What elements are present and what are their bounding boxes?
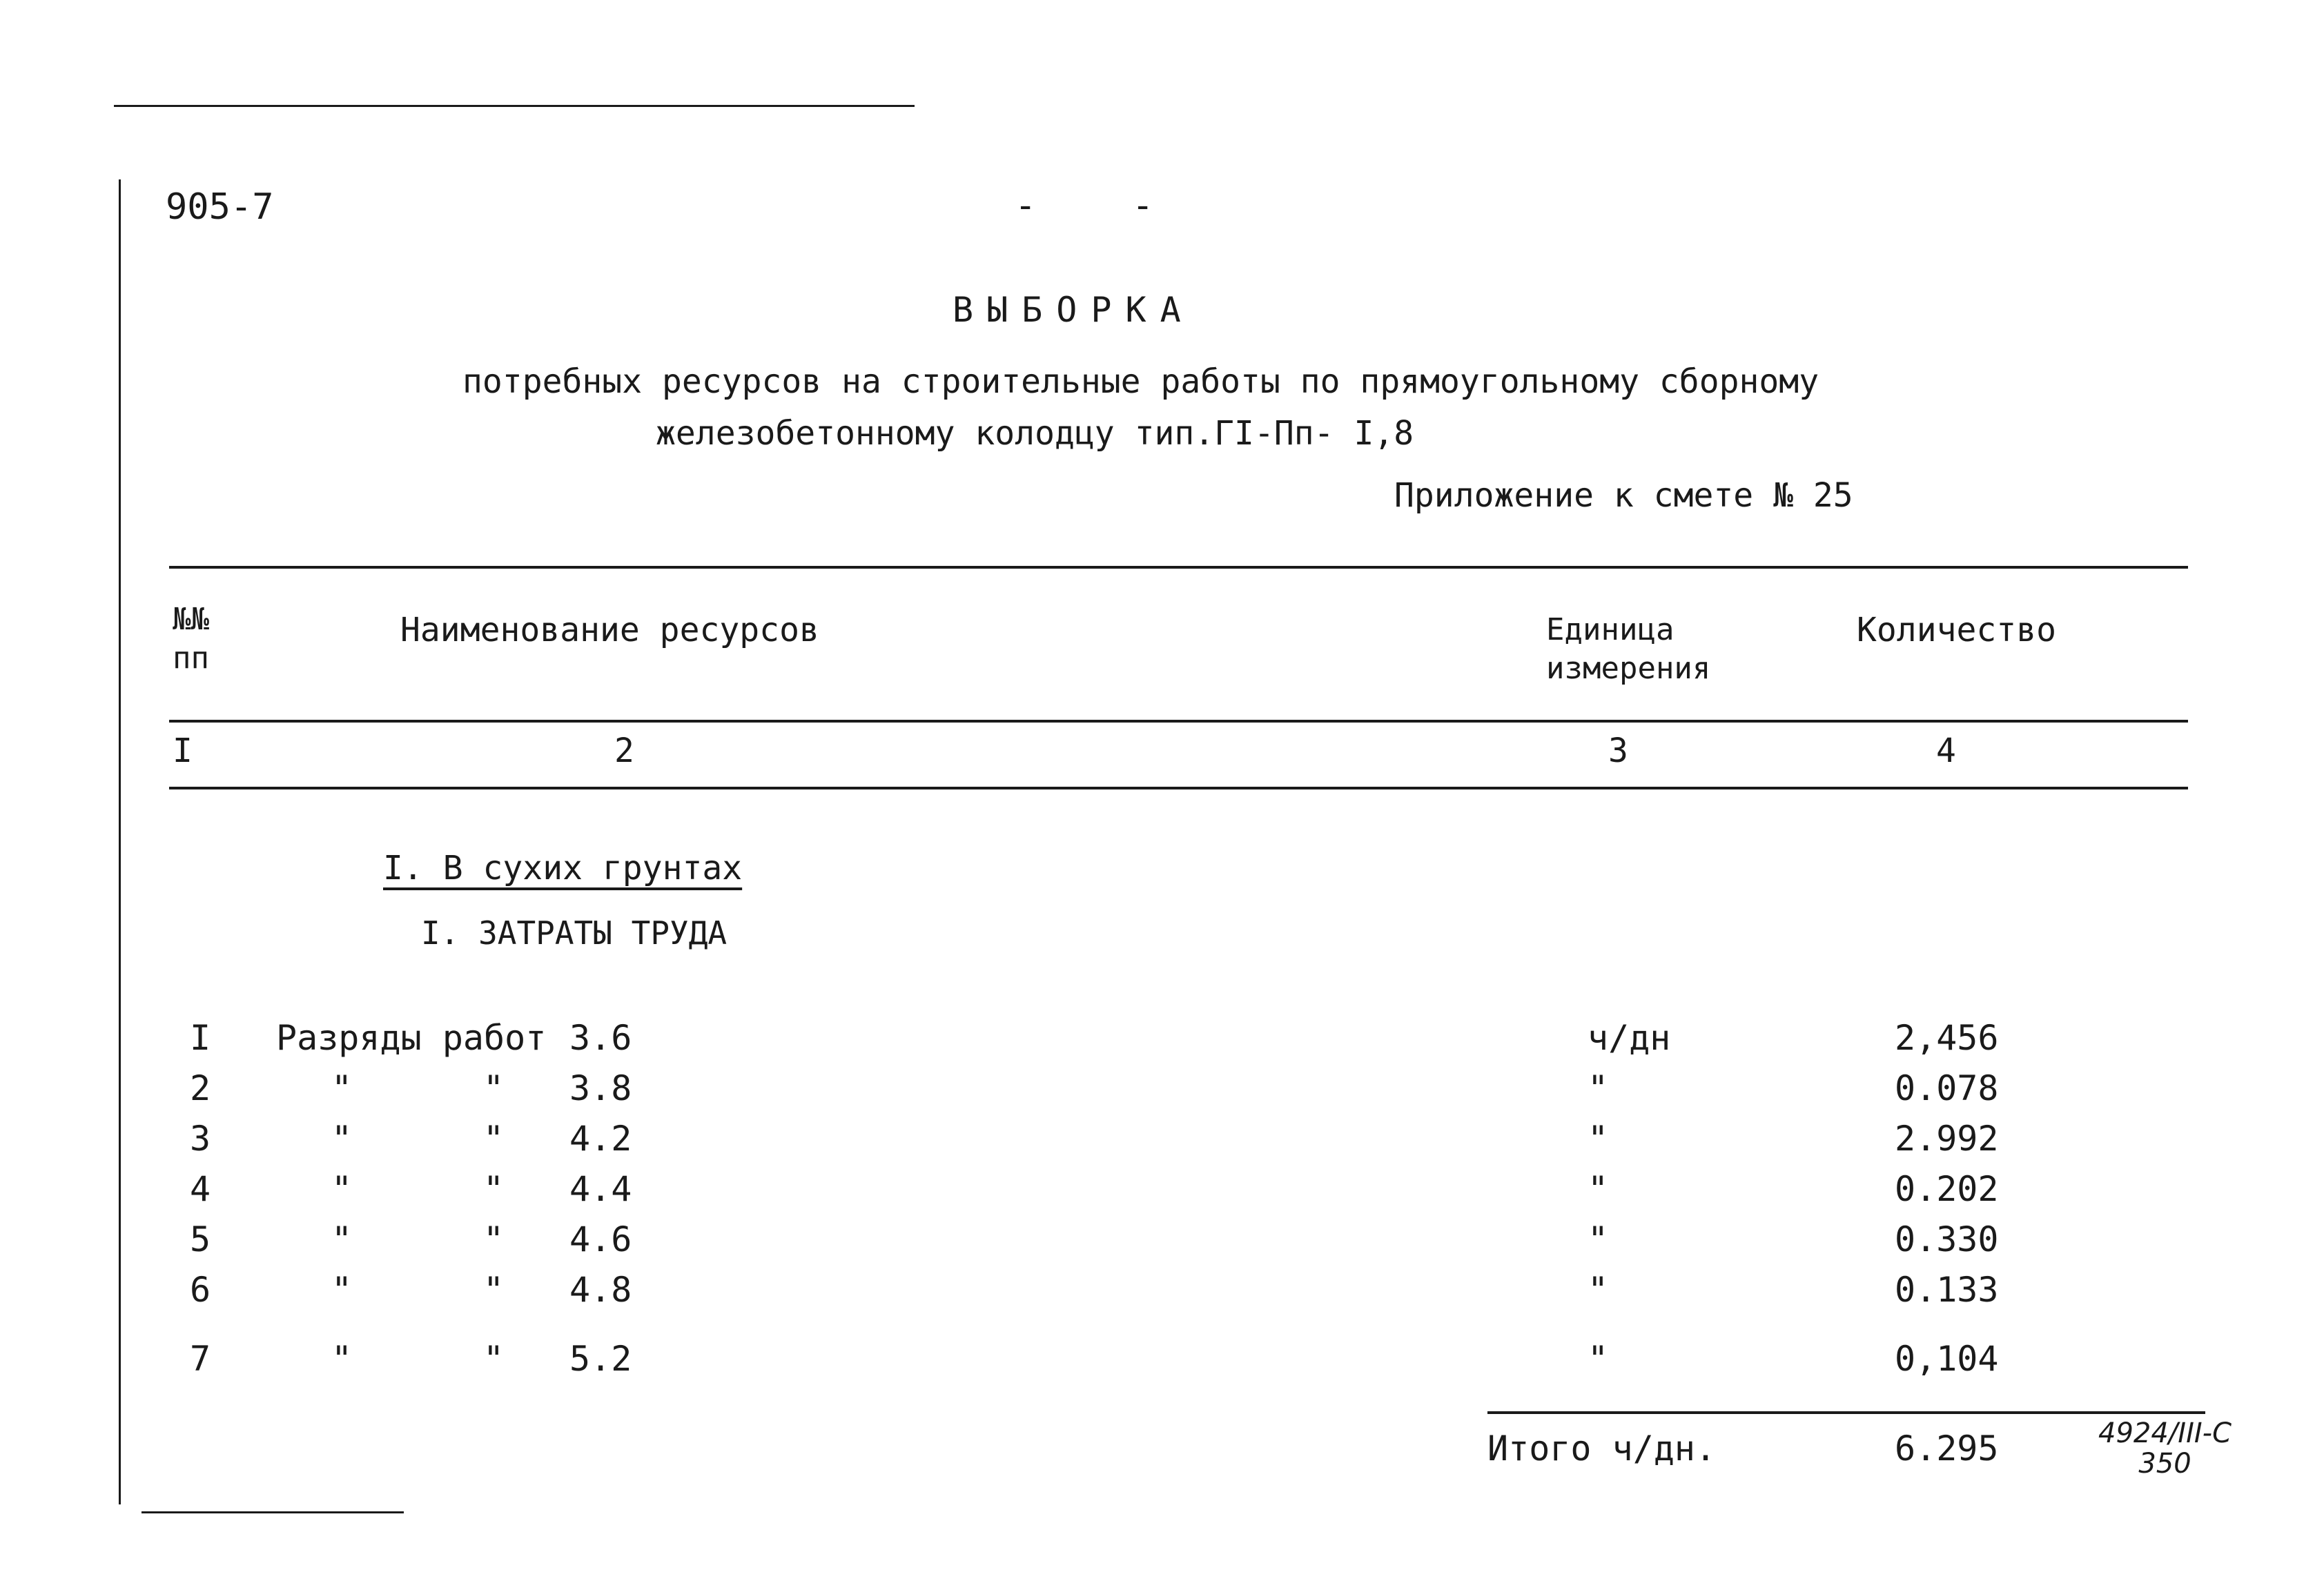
row-number: 5 xyxy=(190,1219,211,1259)
row-number: 2 xyxy=(190,1068,211,1108)
quantity: 0,104 xyxy=(1895,1339,1999,1379)
resource-name: Разряды работ xyxy=(276,1018,547,1058)
document-title: ВЫБОРКА xyxy=(953,290,1195,330)
unit: " xyxy=(1588,1219,1609,1259)
row-number: 6 xyxy=(190,1270,211,1310)
resource-name-ditto-2: " xyxy=(483,1339,505,1379)
document-code: 905-7 xyxy=(166,186,274,228)
work-grade: 3.6 xyxy=(569,1018,632,1058)
header-num: №№ пп xyxy=(173,602,209,676)
column-numbers-bottom-rule xyxy=(169,787,2188,789)
quantity: 2.992 xyxy=(1895,1119,1999,1159)
total-rule xyxy=(1487,1411,2205,1414)
work-grade: 4.6 xyxy=(569,1219,632,1259)
resource-name-ditto: " xyxy=(331,1119,353,1159)
quantity: 0.330 xyxy=(1895,1219,1999,1259)
column-number-3: 3 xyxy=(1608,732,1628,770)
document-subtitle-line1: потребных ресурсов на строительные работы по прямоугольному сборному xyxy=(462,362,1819,401)
table-row xyxy=(0,1068,2324,1117)
handwritten-note xyxy=(2098,1418,2232,1479)
resource-name-ditto: " xyxy=(331,1169,353,1209)
resource-name-ditto: " xyxy=(331,1068,353,1108)
column-number-4: 4 xyxy=(1936,732,1956,770)
unit: " xyxy=(1588,1068,1609,1108)
resource-name-ditto-2: " xyxy=(483,1068,505,1108)
appendix-note: Приложение к смете № 25 xyxy=(1394,476,1853,515)
table-row xyxy=(0,1018,2324,1066)
unit: " xyxy=(1588,1169,1609,1209)
table-row xyxy=(0,1339,2324,1387)
table-row xyxy=(0,1270,2324,1318)
page-dash-right: - xyxy=(1132,185,1154,226)
header-qty: Количество xyxy=(1857,611,2056,649)
resource-name-ditto: " xyxy=(331,1219,353,1259)
work-grade: 4.4 xyxy=(569,1169,632,1209)
row-number: 7 xyxy=(190,1339,211,1379)
total-value: 6.295 xyxy=(1895,1429,1999,1469)
unit: ч/дн xyxy=(1588,1018,1671,1058)
quantity: 0.133 xyxy=(1895,1270,1999,1310)
row-number: I xyxy=(190,1018,211,1058)
unit: " xyxy=(1588,1270,1609,1310)
row-number: 3 xyxy=(190,1119,211,1159)
table-row xyxy=(0,1169,2324,1217)
handwritten-note-line1: 4924/III-С xyxy=(2098,1417,2232,1449)
frame-bottom-line xyxy=(141,1511,404,1513)
header-bottom-rule xyxy=(169,720,2188,723)
handwritten-note-line2: 350 xyxy=(2138,1448,2191,1480)
work-grade: 4.2 xyxy=(569,1119,632,1159)
quantity: 0.202 xyxy=(1895,1169,1999,1209)
quantity: 2,456 xyxy=(1895,1018,1999,1058)
unit: " xyxy=(1588,1339,1609,1379)
work-grade: 3.8 xyxy=(569,1068,632,1108)
row-number: 4 xyxy=(190,1169,211,1209)
column-number-1: I xyxy=(173,732,193,770)
section-subtitle: I. ЗАТРАТЫ ТРУДА xyxy=(421,914,728,952)
table-top-rule xyxy=(169,566,2188,569)
section-title: I. В сухих грунтах xyxy=(383,849,743,887)
unit: " xyxy=(1588,1119,1609,1159)
resource-name-ditto-2: " xyxy=(483,1169,505,1209)
resource-name-ditto-2: " xyxy=(483,1119,505,1159)
resource-name-ditto-2: " xyxy=(483,1219,505,1259)
work-grade: 4.8 xyxy=(569,1270,632,1310)
table-row xyxy=(0,1219,2324,1268)
frame-top-line xyxy=(114,105,915,107)
resource-name-ditto: " xyxy=(331,1339,353,1379)
table-row xyxy=(0,1119,2324,1167)
column-number-2: 2 xyxy=(614,732,634,770)
header-name: Наименование ресурсов xyxy=(400,611,819,649)
header-unit: Единица измерения xyxy=(1546,612,1711,686)
resource-name-ditto: " xyxy=(331,1270,353,1310)
document-subtitle-line2: железобетонному колодцу тип.ГI-Пп- I,8 xyxy=(656,414,1414,453)
total-label: Итого ч/дн. xyxy=(1487,1429,1717,1469)
page-dash-left: - xyxy=(1015,185,1037,226)
work-grade: 5.2 xyxy=(569,1339,632,1379)
quantity: 0.078 xyxy=(1895,1068,1999,1108)
resource-name-ditto-2: " xyxy=(483,1270,505,1310)
